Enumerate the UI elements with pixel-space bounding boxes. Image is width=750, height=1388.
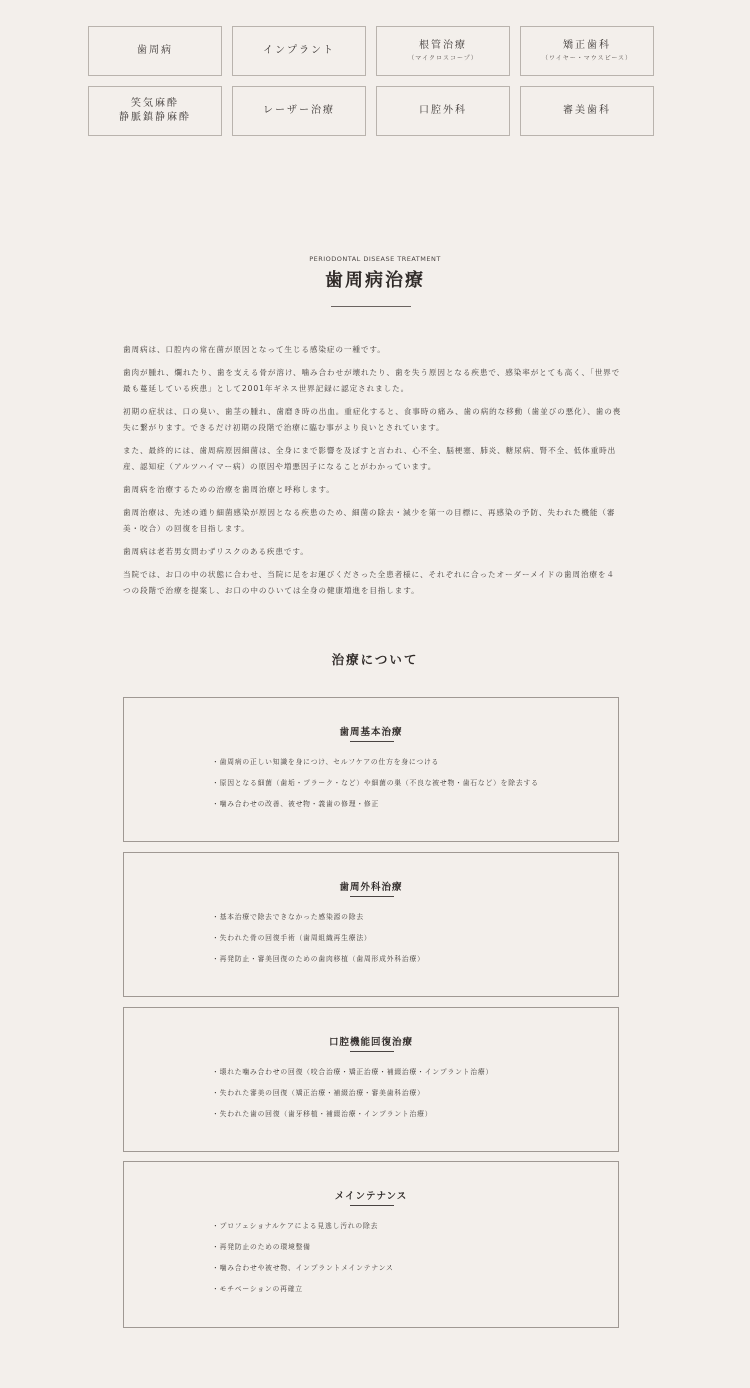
card-title: メインテナンス [334,1191,408,1202]
card-title: 歯周基本治療 [339,727,403,738]
nav-label: 矯正歯科 [563,39,611,51]
list-item: ・再発防止のための環境整備 [212,1243,311,1251]
nav-label: 口腔外科 [419,105,467,116]
card-title: 口腔機能回復治療 [328,1037,413,1048]
nav-anesthesia-button[interactable] [88,86,222,136]
nav-aesthetic-button[interactable] [520,86,654,136]
list-item: ・失われた歯の回復（歯牙移植・補綴治療・インプラント治療） [212,1110,433,1118]
intro-paragraph: 初期の症状は、口の臭い、歯茎の腫れ、歯磨き時の出血。重症化すると、食事時の痛み、歯の病的な移動（歯並びの悪化）、歯の喪失に繋がります。できるだけ初期の段階で治療に臨む事がより良いとされています。 [123,407,622,432]
treatment-card-maintenance [123,1161,619,1328]
card-list [212,756,539,819]
intro-paragraph: 歯周病を治療するための治療を歯周治療と呼称します。 [123,485,335,494]
nav-label: 根管治療 [419,39,467,51]
nav-label: 審美歯科 [563,105,611,116]
nav-sublabel: （ワイヤー・マウスピース） [541,54,633,62]
intro-paragraph: 歯肉が腫れ、爛れたり、歯を支える骨が溶け、噛み合わせが壊れたり、歯を失う原因となる疾患で、感染率がとても高く、「世界で最も蔓延している疾患」として2001年ギネス世界記録に認定されました。 [123,368,621,393]
nav-oral-surgery-button[interactable] [376,86,510,136]
section-subtitle-en: PERIODONTAL DISEASE TREATMENT [309,255,441,263]
intro-paragraph: 歯周病は、口腔内の常在菌が原因となって生じる感染症の一種です。 [123,345,386,354]
intro-paragraph: 当院では、お口の中の状態に合わせ、当院に足をお運びくださった全患者様に、それぞれに合ったオーダーメイドの歯周治療を４つの段階で治療を提案し、お口の中のひいては全身の健康増進を目指します。 [123,570,615,595]
list-item: ・歯周病の正しい知識を身につけ、セルフケアの仕方を身につける [212,758,440,766]
list-item: ・再発防止・審美回復のための歯肉移植（歯周形成外科治療） [212,955,425,963]
list-item: ・失われた骨の回復手術（歯周組織再生療法） [212,934,372,942]
card-list [212,911,425,974]
card-list [212,1220,394,1304]
intro-paragraph: また、最終的には、歯周病原因細菌は、全身にまで影響を及ぼすと言われ、心不全、脳梗塞、肺炎、糖尿病、腎不全、低体重時出産、認知症（アルツハイマー病）の原因や増悪因子になることがわかっています。 [123,446,617,471]
list-item: ・失われた審美の回復（矯正治療・補綴治療・審美歯科治療） [212,1089,425,1097]
nav-implant-button[interactable] [232,26,366,76]
list-item: ・原因となる細菌（歯垢・プラーク・など）や細菌の巣（不良な被せ物・歯石など）を除去する [212,779,539,787]
intro-text [123,342,623,606]
card-divider [350,1205,394,1206]
list-item: ・噛み合わせや被せ物、インプラントメインテナンス [212,1264,394,1272]
list-item: ・プロフェショナルケアによる見逃し汚れの除去 [212,1222,379,1230]
treatment-card-basic [123,697,619,842]
card-divider [350,1051,394,1052]
nav-root-canal-button[interactable] [376,26,510,76]
nav-laser-button[interactable] [232,86,366,136]
nav-label-second-line: 静脈鎮静麻酔 [119,112,191,123]
treatment-card-restoration [123,1007,619,1152]
list-item: ・モチベーションの再確立 [212,1285,303,1293]
nav-label: 歯周病 [137,45,173,56]
about-title: 治療について [331,652,419,667]
nav-label: 笑気麻酔 [131,98,179,109]
card-title: 歯周外科治療 [339,882,403,893]
nav-orthodontics-button[interactable] [520,26,654,76]
card-divider [350,896,394,897]
nav-label: インプラント [263,45,335,56]
card-divider [350,741,394,742]
section-divider [331,306,411,307]
card-list [212,1066,493,1129]
nav-periodontal-button[interactable] [88,26,222,76]
intro-paragraph: 歯周治療は、先述の通り細菌感染が原因となる疾患のため、細菌の除去・減少を第一の目標に、再感染の予防、失われた機能（審美・咬合）の回復を目指します。 [123,508,616,533]
list-item: ・基本治療で除去できなかった感染源の除去 [212,913,364,921]
list-item: ・噛み合わせの改善、被せ物・義歯の修理・修正 [212,800,380,808]
nav-label: レーザー治療 [263,105,335,116]
treatment-nav-grid [88,26,654,136]
section-title: 歯周病治療 [325,270,425,291]
intro-paragraph: 歯周病は老若男女問わずリスクのある疾患です。 [123,547,309,556]
list-item: ・壊れた噛み合わせの回復（咬合治療・矯正治療・補綴治療・インプラント治療） [212,1068,494,1076]
treatment-card-surgery [123,852,619,997]
nav-sublabel: （マイクロスコープ） [408,54,478,62]
